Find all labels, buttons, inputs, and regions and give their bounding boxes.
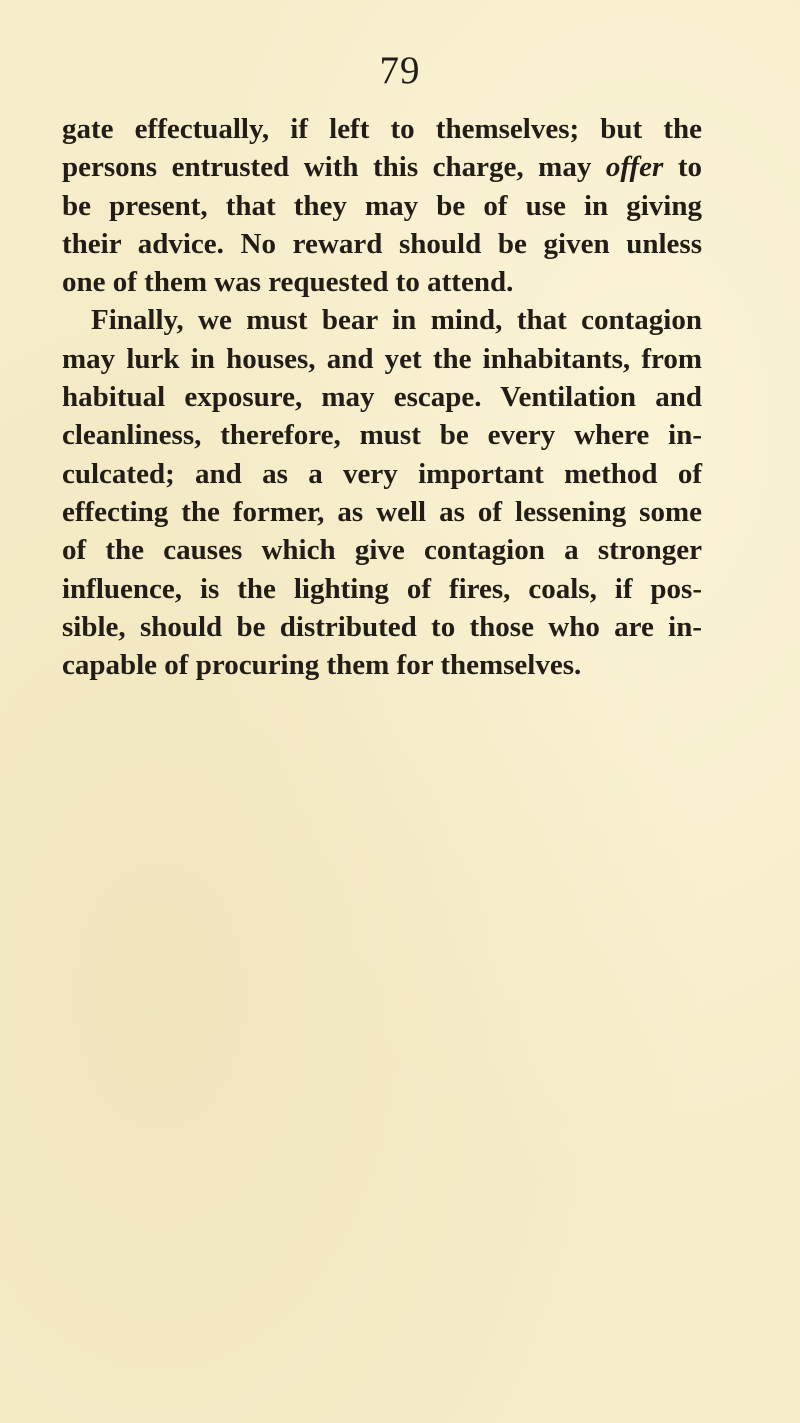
body-text — [62, 110, 702, 684]
text-line: be present, that they may be of use in giving — [62, 189, 702, 222]
text-line: one of them was requested to attend. — [62, 266, 514, 299]
text-segment: persons entrusted with this charge, may — [62, 151, 606, 184]
text-line: cleanliness, therefore, must be every where in- — [62, 419, 702, 452]
page-number: 79 — [379, 49, 421, 92]
text-line: of the causes which give contagion a stronger — [62, 534, 702, 567]
text-line: may lurk in houses, and yet the inhabitants, from — [62, 342, 702, 375]
text-line: influence, is the lighting of fires, coals, if pos- — [62, 572, 702, 605]
text-segment: to — [663, 151, 702, 184]
text-line — [62, 148, 702, 186]
text-line: gate effectually, if left to themselves; but the — [62, 113, 702, 145]
text-line: culcated; and as a very important method of — [62, 457, 702, 490]
italic-word: offer — [605, 151, 664, 184]
text-line: sible, should be distributed to those who are in- — [62, 610, 702, 643]
text-line: effecting the former, as well as of lessening some — [62, 495, 702, 528]
text-line: habitual exposure, may escape. Ventilation and — [62, 381, 702, 414]
text-line: their advice. No reward should be given unless — [62, 227, 702, 260]
paragraph-first-line: Finally, we must bear in mind, that contagion — [91, 304, 702, 337]
text-line: capable of procuring them for themselves. — [62, 649, 582, 682]
